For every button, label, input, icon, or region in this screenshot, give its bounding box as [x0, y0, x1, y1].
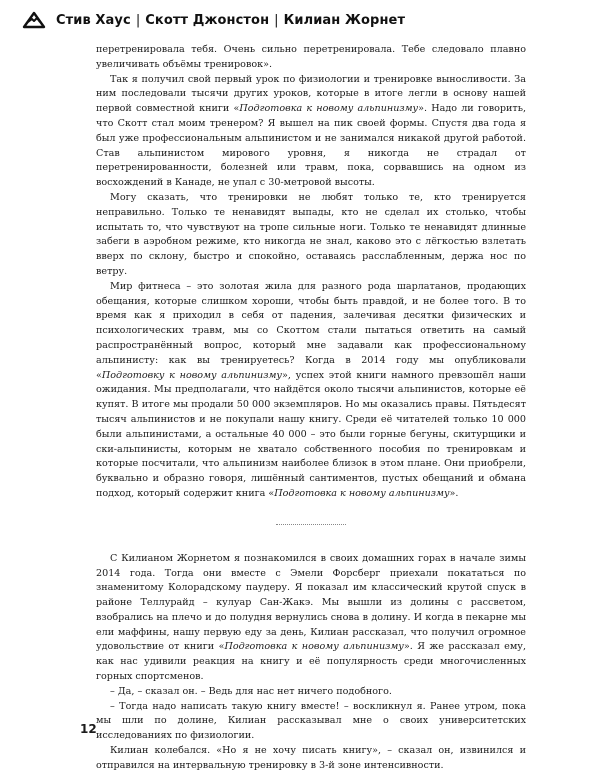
book-title: Подготовка к новому альпинизму: [274, 487, 450, 499]
paragraph: – Тогда надо написать такую книгу вместе! – воскликнул я. Ранее утром, пока мы шли по долине, Килиан рассказывал мне о своих университетских исследованиях по физиологии.: [96, 700, 526, 742]
paragraph: Килиан колебался. «Но я не хочу писать книгу», – сказал он, извинился и отправился на интервальную тренировку в 3-й зоне интенсивности.: [96, 745, 526, 771]
page-header: [22, 8, 582, 32]
header-authors: [56, 13, 405, 28]
mountain-logo-icon: [22, 10, 46, 30]
paragraph: С Килианом Жорнетом я познакомился в своих домашних горах в начале зимы 2014 года. Тогда они вместе с Эмели Форсберг приехали покататься по знаменитому Колорадскому паудеру. Я показал им классический крутой спуск в районе Теллурайд – кулуар Сан-Жакэ. Мы вышли из долины с рассветом, взобрались на плечо и до полудня вернулись снова в долину. И когда в пекарне мы ели маффины, нашу первую еду за день, Килиан рассказал, что получил огромное удовольствие от книги «Подготовка к новому альпинизму». Я же рассказал ему, как нас удивили реакция на книгу и её популярность среди многочисленных горных спортсменов.: [96, 552, 526, 683]
paragraph: Так я получил свой первый урок по физиологии и тренировке выносливости. За ним последовали тысячи других уроков, которые в итоге легли в основу нашей первой совместной книги «Подготовка к новому альпинизму». Надо ли говорить, что Скотт стал моим тренером? Я вышел на пик своей формы. Спустя два года я был уже профессиональным альпинистом и не занимался никакой другой работой. Став альпинистом мирового уровня, я никогда не страдал от перетренированности, болезней или травм, пока, сорвавшись на одном из восхождений в Канаде, не упал с 30-метровой высоты.: [96, 73, 526, 189]
page-body: [96, 43, 526, 774]
paragraph: Мир фитнеса – это золотая жила для разного рода шарлатанов, продающих обещания, которые слишком хороши, чтобы быть правдой, и не более того. В то время как я приходил в себя от падения, залечивая десятки физических и психологических травм, мы со Скоттом стали пытаться ответить на самый распространённый вопрос, который мне задавали как профессиональному альпинисту: как вы тренируетесь? Когда в 2014 году мы опубликовали «Подготовку к новому альпинизму», успех этой книги намного превзошёл наши ожидания. Мы предполагали, что найдётся около тысячи альпинистов, которые её купят. В итоге мы продали 50 000 экземпляров. Но мы оказались правы. Пятьдесят тысяч альпинистов и не покупали нашу книгу. Среди её читателей только 10 000 были альпинистами, а остальные 40 000 – это были горные бегуны, скитурщики и ски-альпинисты, которым не хватало собственного пособия по тренировкам и которые посчитали, что альпинизм наиболее близок в этом плане. Они приобрели, буквально и образно говоря, лишённый сантиментов, пустых обещаний и обмана подход, который содержит книга «Подготовка к новому альпинизму».: [96, 280, 526, 499]
author-name: Скотт Джонстон: [145, 12, 270, 28]
author-name: Стив Хаус: [56, 12, 131, 28]
section-divider: [276, 524, 346, 526]
author-separator: |: [274, 12, 279, 28]
paragraph: перетренировала тебя. Очень сильно перетренировала. Тебе следовало плавно увеличивать объёмы тренировок».: [96, 44, 526, 70]
author-name: Килиан Жорнет: [283, 12, 406, 28]
body-section-bottom: [96, 552, 526, 774]
paragraph: – Да, – сказал он. – Ведь для нас нет ничего подобного.: [110, 685, 392, 697]
author-separator: |: [135, 12, 141, 28]
book-title: Подготовка к новому альпинизму: [239, 103, 419, 115]
book-title: Подготовка к новому альпинизму: [224, 641, 404, 653]
paragraph: Могу сказать, что тренировки не любят только те, кто тренируется неправильно. Только те ненавидят выпады, кто не сделал их столько, чтобы испытать то, что чувствуют на тропе сильные ноги. Только те ненавидят длинные забеги в аэробном режиме, кто никогда не знал, каково это с лёгкостью взлетать вверх по склону, быстро и спокойно, оставаясь расслабленным, держа нос по ветру.: [96, 191, 526, 277]
body-section-top: [96, 43, 526, 502]
book-title: Подготовку к новому альпинизму: [101, 369, 282, 381]
page-number: 12: [80, 722, 97, 736]
